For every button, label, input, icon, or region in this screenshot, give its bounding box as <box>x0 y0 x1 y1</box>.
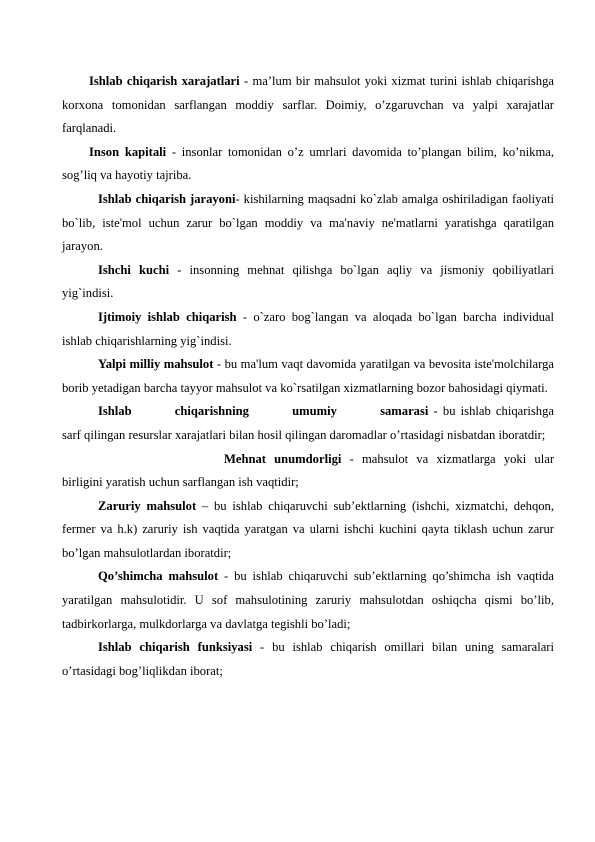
term: Ishlab chiqarish jarayoni <box>98 191 236 206</box>
term: Ishlab chiqarishning umumiy samarasi <box>98 404 429 419</box>
glossary-entry <box>62 495 554 566</box>
definition: - bu ishlab chiqarishga sarf qilingan resurslar xarajatlari bilan hosil qilingan daromadlar o’rtasidagi nisbatdan iboratdir; <box>62 404 554 442</box>
glossary-entry <box>62 259 554 306</box>
definition: - bu ishlab chiqaruvchi sub’ektlarning qo’shimcha ish vaqtida yaratilgan mahsulotidir. U sof mahsulotining zaruriy mahsulotdan oshiqcha qismi bo’lib, tadbirkorlarga, mulkdorlarga va davlatga tegishli bo’ladi; <box>62 569 554 631</box>
definition: - ma’lum bir mahsulot yoki xizmat turini ishlab chiqarishga korxona tomonidan sarflangan moddiy sarflar. Doimiy, o’zgaruvchan va yalpi xarajatlar farqlanadi. <box>62 74 554 136</box>
glossary-entry <box>62 141 554 188</box>
glossary <box>62 70 554 683</box>
term: Yalpi milliy mahsulot <box>98 357 214 372</box>
glossary-entry <box>62 70 554 141</box>
term: Mehnat unumdorligi <box>224 451 342 466</box>
definition: - insonning mehnat qilishga bo`lgan aqliy va jismoniy qobiliyatlari yig`indisi. <box>62 262 554 301</box>
glossary-entry <box>62 306 554 353</box>
glossary-entry <box>62 400 554 447</box>
glossary-entry <box>62 448 554 495</box>
definition: - insonlar tomonidan o’z umrlari davomida to’plangan bilim, ko’nikma, sog’liq va hayotiy tajriba. <box>62 144 554 183</box>
definition: - kishilarning maqsadni ko`zlab amalga oshiriladigan faoliyati bo`lib, iste'mol uchun zarur bo`lgan moddiy va ma'naviy ne'matlarni yaratishga qaratilgan jarayon. <box>62 191 554 254</box>
definition: - mahsulot va xizmatlarga yoki ular birligini yaratish uchun sarflangan ish vaqtidir; <box>62 451 555 490</box>
term: Ijtimoiy ishlab chiqarish <box>98 309 237 324</box>
term: Qo’shimcha mahsulot <box>98 569 219 584</box>
definition: – bu ishlab chiqaruvchi sub’ektlarning (ishchi, xizmatchi, dehqon, fermer va h.k) zaruriy ish vaqtida yaratgan va ularni ishchi kuchini qayta tiklash uchun zarur bo’lgan mahsulotlardan iboratdir; <box>62 498 555 560</box>
term: Ishlab chiqarish xarajatlari <box>89 74 240 88</box>
term: Ishchi kuchi <box>98 262 170 277</box>
glossary-entry <box>62 353 554 400</box>
term: Ishlab chiqarish funksiyasi <box>98 640 253 655</box>
glossary-entry <box>62 188 554 259</box>
glossary-entry <box>62 636 554 683</box>
glossary-entry <box>62 565 554 636</box>
definition: - o`zaro bog`langan va aloqada bo`lgan barcha individual ishlab chiqarishlarning yig`indisi. <box>62 309 554 348</box>
definition: - bu ma'lum vaqt davomida yaratilgan va bevosita iste'molchilarga borib yetadigan barcha tayyor mahsulot va ko`rsatilgan xizmatlarning bozor bahosidagi qiymati. <box>62 357 554 395</box>
term: Inson kapitali <box>89 144 167 159</box>
definition: - bu ishlab chiqarish omillari bilan uning samaralari o’rtasidagi bog’liqlikdan iborat; <box>62 640 554 678</box>
term: Zaruriy mahsulot <box>98 498 197 513</box>
